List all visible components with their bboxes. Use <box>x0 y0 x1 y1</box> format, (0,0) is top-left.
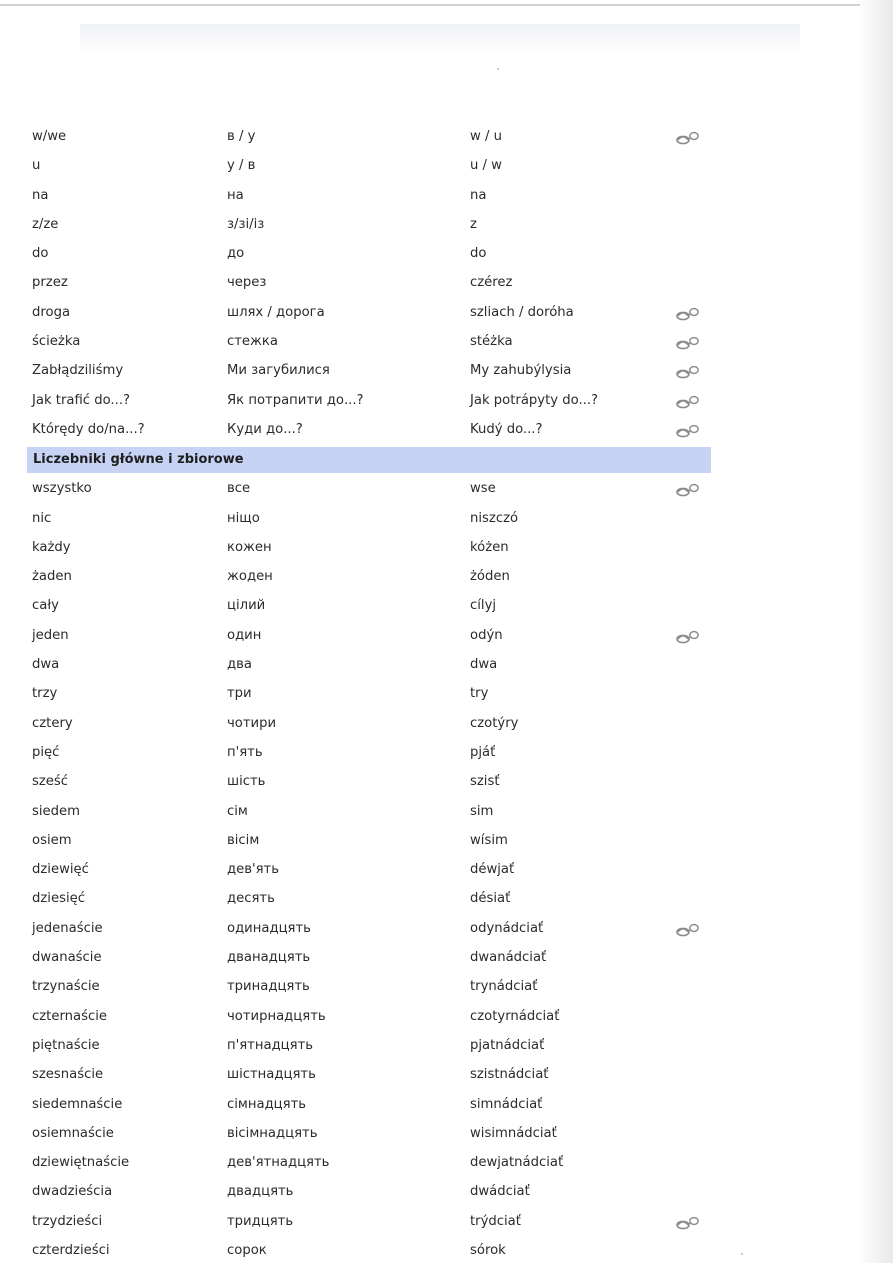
transliteration: trynádciať <box>470 979 538 995</box>
polish-word: cały <box>32 598 59 614</box>
polish-word: każdy <box>32 539 71 555</box>
ukrainian-word: до <box>227 246 245 262</box>
transliteration: simnádciať <box>470 1096 543 1112</box>
scan-top-edge <box>0 4 860 6</box>
ukrainian-word: три <box>227 686 252 702</box>
speaker-headphones-icon[interactable] <box>675 923 701 937</box>
transliteration: czotýry <box>470 715 519 731</box>
transliteration: odynádciať <box>470 920 544 936</box>
ukrainian-word: шiсть <box>227 774 266 790</box>
transliteration: w / u <box>470 129 502 144</box>
ukrainian-word: все <box>227 481 251 497</box>
speaker-headphones-icon[interactable] <box>675 424 701 438</box>
polish-word: trzydzieści <box>32 1213 103 1229</box>
section-header <box>27 447 711 473</box>
polish-word: wszystko <box>32 481 92 497</box>
transliteration: czérez <box>470 275 513 291</box>
phrase-row <box>30 944 720 973</box>
phrase-row <box>30 505 720 534</box>
phrase-row <box>30 269 720 298</box>
polish-word: Jak trafić do...? <box>32 392 131 408</box>
ukrainian-word: вiсiм <box>227 832 260 848</box>
transliteration: sim <box>470 803 494 819</box>
transliteration: wse <box>470 481 496 497</box>
scan-bleed-through <box>80 24 800 54</box>
phrase-row <box>30 856 720 885</box>
polish-word: droga <box>32 304 71 320</box>
ukrainian-word: стежка <box>227 334 278 350</box>
speaker-headphones-icon[interactable] <box>675 1216 701 1230</box>
ukrainian-word: цiлий <box>227 598 266 614</box>
phrasebook-table <box>30 123 720 1266</box>
ukrainian-word: сiм <box>227 803 248 819</box>
phrase-row <box>30 1120 720 1149</box>
ukrainian-word: Куди до...? <box>227 421 303 437</box>
ukrainian-word: тридцять <box>227 1213 294 1229</box>
ukrainian-word: Ми загубилися <box>227 363 330 379</box>
ukrainian-word: десять <box>227 891 275 907</box>
ukrainian-word: чотири <box>227 715 277 731</box>
phrase-row <box>30 211 720 240</box>
transliteration: na <box>470 187 487 203</box>
ukrainian-word: вiсiмнадцять <box>227 1125 318 1141</box>
phrase-row <box>30 1178 720 1207</box>
polish-word: Którędy do/na...? <box>32 421 145 437</box>
phrase-row <box>30 475 720 504</box>
polish-word: czternaście <box>32 1008 107 1024</box>
phrase-row <box>30 182 720 211</box>
transliteration: pjáť <box>470 744 496 760</box>
speaker-headphones-icon[interactable] <box>675 131 701 145</box>
speaker-headphones-icon[interactable] <box>675 336 701 350</box>
phrase-row <box>30 1003 720 1032</box>
phrase-row <box>30 710 720 739</box>
scan-speck <box>741 1253 743 1255</box>
polish-word: do <box>32 246 49 262</box>
phrase-row <box>30 768 720 797</box>
speaker-headphones-icon[interactable] <box>675 365 701 379</box>
phrase-row <box>30 622 720 651</box>
ukrainian-word: жоден <box>227 569 273 585</box>
polish-word: ścieżka <box>32 334 81 350</box>
polish-word: dziewiętnaście <box>32 1155 130 1171</box>
transliteration: déwjať <box>470 862 515 878</box>
polish-word: u <box>32 158 41 174</box>
transliteration: dwa <box>470 657 498 673</box>
ukrainian-word: сорок <box>227 1242 267 1258</box>
polish-word: żaden <box>32 569 72 585</box>
transliteration: żóden <box>470 569 510 585</box>
phrase-row <box>30 1208 720 1237</box>
polish-word: dwanaście <box>32 950 102 966</box>
phrase-row <box>30 885 720 914</box>
phrase-row <box>30 680 720 709</box>
phrase-row <box>30 1149 720 1178</box>
transliteration: szliach / doróha <box>470 304 574 320</box>
transliteration: szistnádciať <box>470 1067 549 1083</box>
ukrainian-word: на <box>227 187 244 203</box>
phrase-row <box>30 152 720 181</box>
transliteration: kóżen <box>470 539 509 555</box>
ukrainian-word: в / у <box>227 129 256 144</box>
scan-speck <box>497 68 499 70</box>
phrase-row <box>30 240 720 269</box>
speaker-headphones-icon[interactable] <box>675 307 701 321</box>
transliteration: wisimnádciať <box>470 1125 557 1141</box>
transliteration: trýdciať <box>470 1213 521 1229</box>
transliteration: czotyrnádciať <box>470 1008 560 1024</box>
phrase-row <box>30 1032 720 1061</box>
ukrainian-word: нiщо <box>227 510 260 526</box>
ukrainian-word: один <box>227 627 262 643</box>
ukrainian-word: кожен <box>227 539 272 555</box>
ukrainian-word: шлях / дорога <box>227 304 325 320</box>
phrase-row <box>30 563 720 592</box>
phrase-row <box>30 739 720 768</box>
polish-word: cztery <box>32 715 73 731</box>
transliteration: try <box>470 686 489 702</box>
transliteration: Jak potrápyty do...? <box>470 392 599 408</box>
phrase-row <box>30 328 720 357</box>
polish-word: piętnaście <box>32 1037 100 1053</box>
transliteration: My zahubýlysia <box>470 363 572 379</box>
phrase-row <box>30 592 720 621</box>
phrase-row <box>30 357 720 386</box>
transliteration: dewjatnádciať <box>470 1155 564 1171</box>
phrase-row <box>30 1091 720 1120</box>
polish-word: trzynaście <box>32 979 100 995</box>
ukrainian-word: сiмнадцять <box>227 1096 307 1112</box>
transliteration: sórok <box>470 1242 506 1258</box>
phrase-row <box>30 973 720 1002</box>
transliteration: do <box>470 246 487 262</box>
transliteration: z <box>470 216 477 232</box>
transliteration: u / w <box>470 158 502 174</box>
ukrainian-word: двадцять <box>227 1184 294 1200</box>
polish-word: osiem <box>32 832 72 848</box>
phrase-row <box>30 416 720 445</box>
polish-word: dwadzieścia <box>32 1184 113 1200</box>
polish-word: siedemnaście <box>32 1096 123 1112</box>
ukrainian-word: дев'ятнадцять <box>227 1155 330 1171</box>
phrase-row <box>30 299 720 328</box>
ukrainian-word: два <box>227 657 252 673</box>
polish-word: dziesięć <box>32 891 85 907</box>
ukrainian-word: через <box>227 275 267 291</box>
transliteration: stéżka <box>470 334 513 350</box>
speaker-headphones-icon[interactable] <box>675 395 701 409</box>
polish-word: dziewięć <box>32 862 89 878</box>
polish-word: siedem <box>32 803 80 819</box>
polish-word: w/we <box>32 129 67 144</box>
ukrainian-word: тринадцять <box>227 979 310 995</box>
ukrainian-word: дев'ять <box>227 862 280 878</box>
ukrainian-word: п'ятнадцять <box>227 1037 314 1053</box>
transliteration: désiať <box>470 891 511 907</box>
phrase-row <box>30 534 720 563</box>
phrase-row <box>30 651 720 680</box>
polish-word: dwa <box>32 657 60 673</box>
polish-word: czterdzieści <box>32 1242 110 1258</box>
polish-word: trzy <box>32 686 58 702</box>
phrase-row <box>30 123 720 152</box>
transliteration: odýn <box>470 627 503 643</box>
phrase-group-directions <box>30 123 720 445</box>
ukrainian-word: з/зі/із <box>227 216 265 232</box>
phrase-row <box>30 827 720 856</box>
ukrainian-word: п'ять <box>227 744 263 760</box>
ukrainian-word: дванадцять <box>227 950 311 966</box>
transliteration: wísim <box>470 832 508 848</box>
phrase-row <box>30 387 720 416</box>
transliteration: dwanádciať <box>470 950 547 966</box>
transliteration: Kudý do...? <box>470 421 543 437</box>
transliteration: pjatnádciať <box>470 1037 545 1053</box>
polish-word: osiemnaście <box>32 1125 114 1141</box>
polish-word: z/ze <box>32 216 59 232</box>
ukrainian-word: шiстнадцять <box>227 1067 316 1083</box>
section-title: Liczebniki główne i zbiorowe <box>33 452 244 468</box>
transliteration: cílyj <box>470 598 497 614</box>
ukrainian-word: Як потрапити до...? <box>227 392 364 408</box>
ukrainian-word: одинадцять <box>227 920 311 936</box>
phrase-row <box>30 1061 720 1090</box>
ukrainian-word: у / в <box>227 158 256 174</box>
transliteration: dwádciať <box>470 1184 530 1200</box>
transliteration: niszczó <box>470 510 519 526</box>
transliteration: szisť <box>470 774 500 790</box>
ukrainian-word: чотирнадцять <box>227 1008 326 1024</box>
polish-word: przez <box>32 275 68 291</box>
polish-word: szesnaście <box>32 1067 104 1083</box>
polish-word: jedenaście <box>32 920 103 936</box>
phrase-group-numerals <box>30 475 720 1266</box>
phrase-row <box>30 915 720 944</box>
polish-word: jeden <box>32 627 69 643</box>
phrase-row <box>30 798 720 827</box>
phrase-row <box>30 1237 720 1266</box>
polish-word: na <box>32 187 49 203</box>
polish-word: Zabłądziliśmy <box>32 363 124 379</box>
polish-word: sześć <box>32 774 69 790</box>
speaker-headphones-icon[interactable] <box>675 630 701 644</box>
speaker-headphones-icon[interactable] <box>675 483 701 497</box>
polish-word: nic <box>32 510 52 526</box>
polish-word: pięć <box>32 744 60 760</box>
